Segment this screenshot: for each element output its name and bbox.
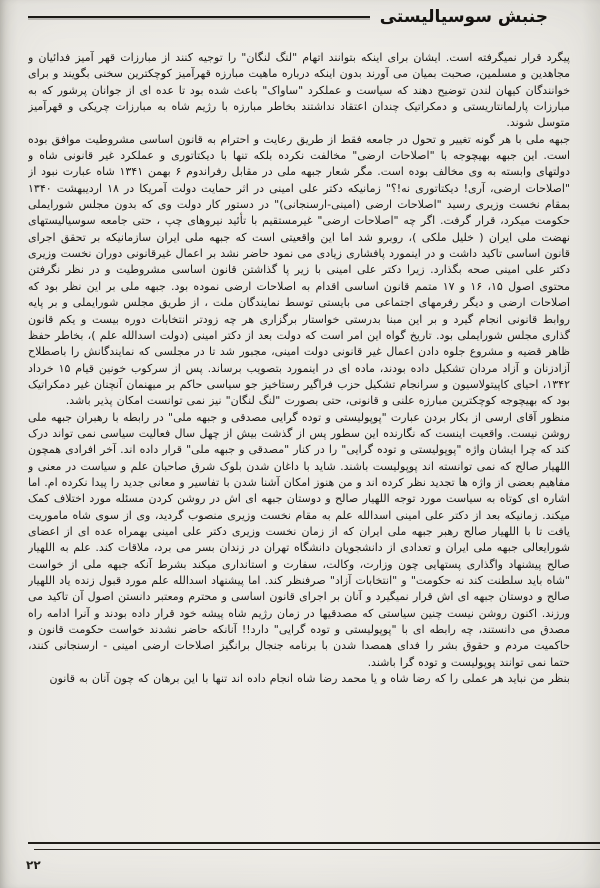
paragraph: بنظر من نباید هر عملی را که رضا شاه و یا محمد رضا شاه انجام داده اند تنها با این برهان که چون آنان به قانون [49, 672, 570, 686]
paragraph: پیگرد قرار نمیگرفته است. ایشان برای اینکه بتوانند اتهام "لنگ لنگان" را توجیه کنند از مبارزات قهر آمیز فدائیان و مجاهدین و مسلمین، صحبت بمیان می آورند بدون اینکه درباره ماهیت مبارزه قهرآمیز کوچکترین سخنی بگویند و برای خوانندگان کیهان لندن توضیح دهند که سیاست و عملکرد "ساواک" باعث شده بود تا عده ای از جوانان پرشور که به مبارزات پارلمانتاریستی و دمکراتیک چندان اعتقاد نداشتند بخاطر مبارزه با رژیم شاه به مبارزات چریکی و قهرآمیز متوسل شوند. [28, 51, 570, 130]
page-number: ۲۲ [26, 858, 41, 872]
footer-rule-bottom [34, 849, 600, 850]
header-rule [28, 16, 370, 18]
footer-rule-top [28, 842, 600, 844]
article-body [28, 50, 570, 836]
journal-title: جنبش سوسیالیستی [379, 6, 548, 28]
paragraph: منظور آقای ارسی از بکار بردن عبارت "پوپولیستی و توده گرایی مصدقی و جبهه ملی" در رابطه با رهبران جبهه ملی روشن نیست. واقعیت اینست که نگارنده این سطور پس از گذشت بیش از چهل سال فعالیت سیاسی نمی تواند درک کند که چرا ایشان واژه "پوپولیستی و توده گرایی" را در کنار "مصدقی و جبهه ملی" قرار داده اند. آخر افرادی همچون اللهیار صالح که نمی توانسته اند پوپولیست باشند. شاید با داغان شدن بلوک شرق صاحبان علم و سیاست در معنی و مفاهیم بعضی از واژه ها تجدید نظر کرده اند و من هنوز امکان آشنا شدن با تفاسیر و معانی جدید را پیدا نکرده ام. اما اشاره ای کوتاه به سیاست مورد توجه اللهیار صالح و دوستان جبهه ای اش در روشن کردن مسئله مورد اختلاف کمک میکند. زمانیکه بعد از دکتر علی امینی اسدالله علم به مقام نخست وزیری منصوب گردید، وی از سوی شاه ماموریت یافت تا با اللهیار صالح رهبر جبهه ملی ایران که از زمان نخست وزیری دکتر علی امینی بهمراه عده ای از اعضای شورایعالی جبهه ملی ایران و تعدادی از دانشجویان دانشگاه تهران در زندان بسر می برد، ملاقات کند. علم به اللهیار صالح پیشنهاد واگذاری پستهایی چون وزارت، وکالت، سفارت و استانداری میکند بشرط آنکه جبهه ملی از خواست "شاه باید سلطنت کند نه حکومت" و "انتخابات آزاد" صرفنظر کند. اما پیشنهاد اسدالله علم مورد قبول زنده یاد اللهیار صالح و دوستان جبهه ای اش قرار نمیگیرد و آنان بر اجرای قانون اساسی و محترم ومعتبر دانستن اصول آن تاکید می ورزند. اکنون روشن نیست چنین سیاستی که مصدقیها در زمان رژیم شاه پیشه خود قرار داده بودند و آنرا ادامه راه مصدق می دانستند، چه رابطه ای با "پوپولیستی و توده گرایی" دارد!! آنانکه حاضر نشدند خواست حکومت قانون و حاکمیت مردم و حقوق بشر را فدای همصدا شدن با برنامه جنجال برانگیز اصلاحات ارضی امینی - ارسنجانی کنند، حتما نمی توانند پوپولیست و توده گرا باشند. [28, 410, 570, 669]
page-header [28, 4, 572, 30]
paragraph: جبهه ملی با هر گونه تغییر و تحول در جامعه فقط از طریق رعایت و احترام به قانون اساسی مشروطیت موافق بوده است. این جبهه بهیچوجه با "اصلاحات ارضی" مخالفت نکرده بلکه تنها با دیکتاتوری و عملکرد غیر قانونی شاه و دولتهای وابسته به وی مخالف بوده است. مگر شعار جبهه ملی در مقابل رفراندوم ۶ بهمن ۱۳۴۱ شاه عبارت نبود از "اصلاحات ارضی، آری! دیکتاتوری نه!؟" زمانیکه دکتر علی امینی در اثر حمایت دولت آمریکا در ۱۸ اردیبهشت ۱۳۴۰ بمقام نخست وزیری رسید "اصلاحات ارضی (امینی‌-ارسنجانی)" در دستور کار دولت وی که بدون مجلس شورایملی حکومت میکرد، قرار گرفت. اگر چه "اصلاحات ارضی" غیرمستقیم با تأئید نیروهای چپ ، حتی جامعه سوسیالیستهای نهضت ملی ایران ( خلیل ملکی )، روبرو شد اما این واقعیتی است که جبهه ملی ایران سازمانیکه بر تحقق اجرای قانون اساسی تاکید داشت و در اینمورد پافشاری زیادی می نمود حاضر نشد بر اعمال غیرقانونی دوران نخست وزیری دکتر علی امینی صحه بگذارد. زیرا دکتر علی امینی با زیر پا گذاشتن قانون اساسی مشروطیت و در نظر نگرفتن محتوی اصول ۱۵، ۱۶ و ۱۷ متمم قانون اساسی اقدام به اصلاحات ارضی نموده بود. جبهه ملی بر این نظر بود که اصلاحات ارضی و دیگر رفرمهای اجتماعی می بایستی توسط نمایندگان ملت ، از طریق مجلس شورایملی و بر پایه روابط قانونی انجام گیرد و بر این مبنا بدرستی خواستار برگزاری هر چه زودتر انتخابات دوره بیست و یکم قانون گذاری مجلس شورایملی بود. تاریخ گواه این امر است که دولت بعد از دکتر امینی (دولت اسدالله علم )، بخاطر حفظ ظاهر قضیه و مشروع جلوه دادن اعمال غیر قانونی دولت امینی، مجبور شد تا در مجلسی که نمایندگانش را باصطلاح آزادزنان و آزاد مردان تشکیل داده بودند، ماده ای در اینمورد بتصویب برساند. پس از سرکوب خونین قیام ۱۵ خرداد ۱۳۴۲، احیای کاپیتولاسیون و سرانجام تشکیل حزب فراگیر رستاخیز جو سیاسی حاکم بر میهنمان آنچنان غیر دمکراتیک بود که بهیچوجه کوچکترین مبارزه علنی و قانونی، حتی بصورت "لنگ لنگان" نیز نمی توانست امکان پذیر باشد. [28, 132, 570, 408]
